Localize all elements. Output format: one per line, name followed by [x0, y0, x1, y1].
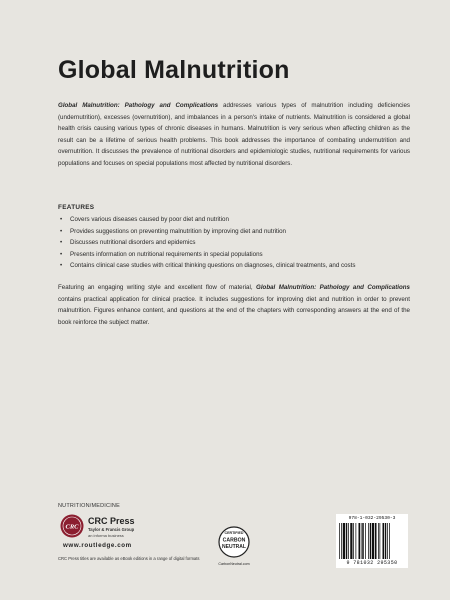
- closing-part1: Featuring an engaging writing style and excellent flow of material,: [58, 284, 257, 291]
- description-lead: Global Malnutrition: Pathology and Complications: [58, 102, 219, 109]
- barcode-bar: [359, 523, 361, 559]
- barcode-bar: [339, 523, 340, 559]
- barcode-bar: [387, 523, 388, 559]
- barcode-bars-icon: [339, 523, 405, 559]
- features-heading: FEATURES: [58, 204, 95, 211]
- isbn-barcode: [336, 514, 408, 568]
- feature-item: • Provides suggestions on preventing malnutrition by improving diet and nutrition: [58, 226, 410, 238]
- barcode-bar: [368, 523, 369, 559]
- barcode-bar: [389, 523, 390, 559]
- barcode-bar: [380, 523, 381, 559]
- feature-item: • Contains clinical case studies with critical thinking questions on diagnoses, clinical treatments, and costs: [58, 260, 410, 272]
- barcode-bar: [346, 523, 348, 559]
- closing-emphasis: Global Malnutrition: Pathology and Complications: [256, 284, 410, 291]
- feature-item: • Covers various diseases caused by poor diet and nutrition: [58, 214, 410, 226]
- isbn-digits: 9 781032 295350: [346, 560, 398, 566]
- barcode-bar: [353, 523, 354, 559]
- barcode-bar: [343, 523, 345, 559]
- feature-item: • Discusses nutritional disorders and epidemics: [58, 237, 410, 249]
- barcode-bar: [365, 523, 366, 559]
- barcode-bar: [385, 523, 387, 559]
- badge-line1: CERTIFIED: [224, 531, 244, 535]
- book-title: Global Malnutrition: [58, 56, 290, 84]
- barcode-bar: [375, 523, 377, 559]
- barcode-bar: [370, 523, 372, 559]
- publisher-group: Taylor & Francis Group: [88, 527, 135, 532]
- barcode-bar: [356, 523, 357, 559]
- closing-part2: contains practical application for clinical practice. It includes suggestions for improving diet and nutrition in order to prevent malnutrition. Figures enhance content, and questions at the end of the chapters with corresponding answers at the end of the book reinforce the subject matter.: [58, 295, 410, 326]
- barcode-bar: [341, 523, 342, 559]
- barcode-bar: [350, 523, 352, 559]
- publisher-name: CRC Press: [88, 516, 135, 526]
- isbn-text: 978-1-032-29530-3: [348, 516, 396, 521]
- subject-category: NUTRITION/MEDICINE: [58, 503, 120, 509]
- feature-item: • Presents information on nutritional requirements in special populations: [58, 249, 410, 261]
- closing-paragraph: [58, 282, 410, 328]
- barcode-bar: [361, 523, 362, 559]
- barcode-bar: [372, 523, 374, 559]
- crc-logo-icon: [60, 514, 84, 538]
- book-description: [58, 100, 410, 170]
- features-list: [58, 214, 410, 272]
- badge-line3: NEUTRAL: [222, 544, 246, 550]
- badge-line2: CARBON: [222, 537, 246, 544]
- carbon-neutral-badge-icon: [214, 524, 254, 568]
- badge-line4: CarbonNeutral.com: [218, 562, 250, 566]
- description-text: addresses various types of malnutrition including deficiencies (undernutrition), excesses (overnutrition), and imbalances in a person's intake of nutrients. Malnutrition is considered a global health crisis causing various types of chronic diseases in humans. Malnutrition is very serious when affecting children as the result can be a lifetime of serious health problems. This book addresses the importance of combating undernutrition and overnutrition. It discusses the prevalence of nutritional disorders and epidemiologic studies, nutritional requirements for various populations and focuses on special populations most affected by nutritional disorders.: [58, 102, 410, 167]
- barcode-bar: [378, 523, 379, 559]
- ebook-note: CRC Press titles are available as eBook editions in a range of digital formats: [58, 556, 200, 561]
- publisher-tagline: an informa business: [88, 533, 124, 538]
- crc-logo-text: CRC: [65, 523, 79, 531]
- barcode-bar: [348, 523, 349, 559]
- barcode-bar: [362, 523, 364, 559]
- publisher-url: www.routledge.com: [63, 542, 132, 549]
- barcode-bar: [383, 523, 385, 559]
